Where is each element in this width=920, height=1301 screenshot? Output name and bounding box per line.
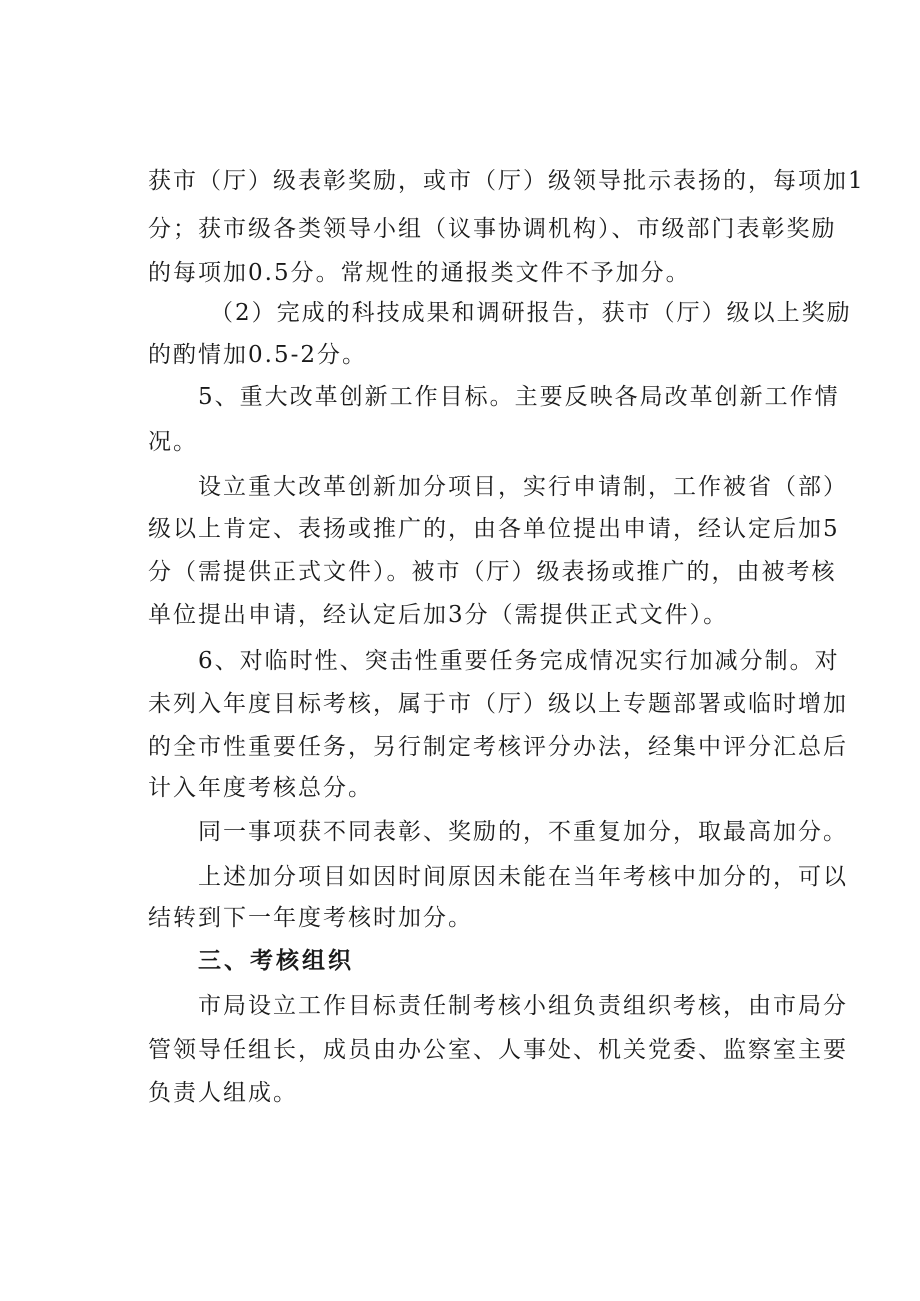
paragraph-line: 管领导任组长，成员由办公室、人事处、机关党委、监察室主要 — [148, 1037, 848, 1063]
paragraph-line: 的每项加0.5分。常规性的通报类文件不予加分。 — [148, 260, 691, 286]
paragraph-line: 况。 — [148, 429, 198, 455]
section-heading: 三、考核组织 — [198, 948, 354, 974]
paragraph-line: 单位提出申请，经认定后加3分（需提供正式文件）。 — [148, 602, 729, 628]
paragraph-line: 未列入年度目标考核，属于市（厅）级以上专题部署或临时增加 — [148, 691, 848, 717]
paragraph-line: 的酌情加0.5-2分。 — [148, 342, 367, 368]
paragraph-line: 分；获市级各类领导小组（议事协调机构）、市级部门表彰奖励 — [148, 216, 837, 242]
paragraph-line: 的全市性重要任务，另行制定考核评分办法，经集中评分汇总后 — [148, 734, 848, 760]
paragraph-line: 结转到下一年度考核时加分。 — [148, 905, 473, 931]
paragraph-line: 5、重大改革创新工作目标。主要反映各局改革创新工作情 — [198, 384, 840, 410]
paragraph-line: 级以上肯定、表扬或推广的，由各单位提出申请，经认定后加5 — [148, 516, 840, 542]
paragraph-line: 上述加分项目如因时间原因未能在当年考核中加分的，可以 — [198, 864, 848, 890]
paragraph-line: 计入年度考核总分。 — [148, 775, 373, 801]
paragraph-line: 6、对临时性、突击性重要任务完成情况实行加减分制。对 — [198, 648, 840, 674]
paragraph-line: 市局设立工作目标责任制考核小组负责组织考核，由市局分 — [198, 993, 848, 1019]
paragraph-line: 同一事项获不同表彰、奖励的，不重复加分，取最高加分。 — [198, 819, 848, 845]
paragraph-line: 获市（厅）级表彰奖励，或市（厅）级领导批示表扬的，每项加1 — [148, 168, 865, 194]
paragraph-line: （2）完成的科技成果和调研报告，获市（厅）级以上奖励 — [210, 300, 852, 326]
paragraph-line: 设立重大改革创新加分项目，实行申请制，工作被省（部） — [198, 474, 848, 500]
paragraph-line: 负责人组成。 — [148, 1080, 298, 1106]
paragraph-line: 分（需提供正式文件）。被市（厅）级表扬或推广的，由被考核 — [148, 559, 837, 585]
